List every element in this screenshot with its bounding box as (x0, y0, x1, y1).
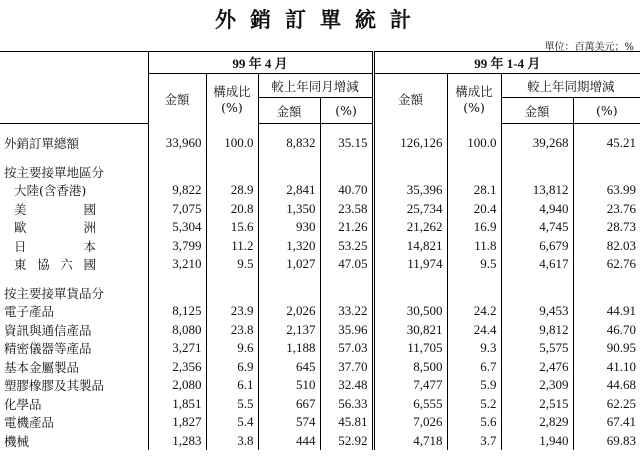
table-cell: 9.5 (206, 255, 258, 274)
table-cell: 67.41 (573, 413, 640, 432)
table-cell: 5.9 (447, 376, 501, 395)
region-row (0, 255, 640, 274)
table-cell: 1,827 (148, 413, 206, 432)
table-cell: 82.03 (573, 237, 640, 256)
table-cell: 62.25 (573, 395, 640, 414)
row-label: 歐洲 (14, 220, 96, 236)
table-cell: 2,080 (148, 376, 206, 395)
table-cell: 9.3 (447, 339, 501, 358)
table-cell: 32.48 (320, 376, 373, 395)
header-amount-cumulative: 金額 (373, 74, 447, 124)
region-row (0, 218, 640, 237)
row-label: 精密儀器等產品 (4, 341, 92, 357)
header-amount: 金額 (148, 74, 206, 124)
table-cell: 11,974 (373, 255, 447, 274)
table-cell: 5.2 (447, 395, 501, 414)
table-cell: 6.7 (447, 358, 501, 377)
table-cell: 9,822 (148, 181, 206, 200)
row-label: 電機產品 (4, 415, 55, 431)
table-cell: 1,283 (148, 432, 206, 451)
table-cell: 35.96 (320, 321, 373, 340)
table-cell: 8,125 (148, 302, 206, 321)
header-share-cumulative: 構成比 (%) (447, 74, 501, 124)
goods-row (0, 302, 640, 321)
table-cell: 30,500 (373, 302, 447, 321)
table-cell: 24.4 (447, 321, 501, 340)
header-period-cumulative: 99 年 1-4 月 (373, 52, 640, 74)
goods-row (0, 432, 640, 451)
table-cell: 46.70 (573, 321, 640, 340)
table-cell: 1,027 (258, 255, 320, 274)
section-label: 按主要接單貨品分 (4, 285, 105, 301)
table-cell: 645 (258, 358, 320, 377)
table-cell: 16.9 (447, 218, 501, 237)
table-cell: 9.5 (447, 255, 501, 274)
table-body (0, 124, 640, 451)
header-sub-amount-cumulative: 金額 (501, 98, 573, 124)
table-cell: 23.8 (206, 321, 258, 340)
page-title: 外銷訂單統計 (215, 7, 425, 32)
table-cell: 30,821 (373, 321, 447, 340)
region-row (0, 200, 640, 219)
table-cell: 33,960 (148, 134, 206, 153)
header-period-month: 99 年 4 月 (148, 52, 373, 74)
header-sub-pct: (%) (320, 98, 373, 124)
row-label: 美國 (14, 201, 96, 217)
table-cell: 9,812 (501, 321, 573, 340)
table-cell: 11.2 (206, 237, 258, 256)
table-cell: 52.92 (320, 432, 373, 451)
table-cell: 6.1 (206, 376, 258, 395)
table-cell: 8,832 (258, 134, 320, 153)
table-cell: 56.33 (320, 395, 373, 414)
table-cell: 100.0 (206, 134, 258, 153)
row-label: 大陸(含香港) (14, 183, 87, 199)
table-cell: 1,940 (501, 432, 573, 451)
table-cell: 24.2 (447, 302, 501, 321)
table-cell: 63.99 (573, 181, 640, 200)
table-cell: 3.7 (447, 432, 501, 451)
table-cell: 45.81 (320, 413, 373, 432)
table-cell: 1,851 (148, 395, 206, 414)
table-cell: 23.76 (573, 200, 640, 219)
table-cell: 13,812 (501, 181, 573, 200)
region-section-header (0, 163, 640, 182)
header-sub-amount: 金額 (258, 98, 320, 124)
row-label: 塑膠橡膠及其製品 (4, 378, 105, 394)
table-cell: 444 (258, 432, 320, 451)
table-cell: 5.6 (447, 413, 501, 432)
region-row (0, 181, 640, 200)
table-cell: 2,829 (501, 413, 573, 432)
section-label: 按主要接單地區分 (4, 164, 105, 180)
table-cell: 35.15 (320, 134, 373, 153)
table-cell: 7,026 (373, 413, 447, 432)
table-cell: 8,500 (373, 358, 447, 377)
row-label: 機械 (4, 433, 30, 449)
table-cell: 9.6 (206, 339, 258, 358)
table-cell: 62.76 (573, 255, 640, 274)
header-sub-pct-cumulative: (%) (573, 98, 640, 124)
table-cell: 3,799 (148, 237, 206, 256)
goods-row (0, 339, 640, 358)
table-cell: 44.68 (573, 376, 640, 395)
table-cell: 4,745 (501, 218, 573, 237)
table-cell: 21,262 (373, 218, 447, 237)
row-label: 基本金屬製品 (4, 359, 80, 375)
goods-section-header (0, 284, 640, 303)
goods-row (0, 321, 640, 340)
goods-row (0, 376, 640, 395)
goods-row (0, 413, 640, 432)
row-label: 資訊與通信產品 (4, 322, 92, 338)
table-cell: 1,320 (258, 237, 320, 256)
table-cell: 5,575 (501, 339, 573, 358)
table-cell: 44.91 (573, 302, 640, 321)
table-cell: 45.21 (573, 134, 640, 153)
table-cell: 6.9 (206, 358, 258, 377)
row-label: 外銷訂單總額 (4, 136, 80, 152)
table-cell: 2,137 (258, 321, 320, 340)
table-cell: 2,515 (501, 395, 573, 414)
table-cell: 37.70 (320, 358, 373, 377)
table-cell: 5,304 (148, 218, 206, 237)
table-cell: 40.70 (320, 181, 373, 200)
table-cell: 7,075 (148, 200, 206, 219)
table-cell: 25,734 (373, 200, 447, 219)
table-cell: 3,271 (148, 339, 206, 358)
header-corner (0, 52, 148, 74)
table-cell: 33.22 (320, 302, 373, 321)
header-yoy-period: 較上年同期增減 (501, 74, 640, 98)
row-label: 化學品 (4, 396, 42, 412)
export-orders-table (0, 51, 640, 450)
table-cell: 126,126 (373, 134, 447, 153)
row-label: 日本 (14, 238, 96, 254)
table-cell: 35,396 (373, 181, 447, 200)
table-cell: 2,841 (258, 181, 320, 200)
table-cell: 15.6 (206, 218, 258, 237)
table-cell: 510 (258, 376, 320, 395)
table-cell: 47.05 (320, 255, 373, 274)
table-cell: 11,705 (373, 339, 447, 358)
table-cell: 2,309 (501, 376, 573, 395)
table-cell: 20.4 (447, 200, 501, 219)
table-cell: 930 (258, 218, 320, 237)
table-cell: 3,210 (148, 255, 206, 274)
goods-row (0, 395, 640, 414)
table-cell: 4,718 (373, 432, 447, 451)
table-cell: 5.5 (206, 395, 258, 414)
table-cell: 90.95 (573, 339, 640, 358)
header-yoy-month: 較上年同月增減 (258, 74, 373, 98)
table-cell: 4,617 (501, 255, 573, 274)
table-cell: 2,356 (148, 358, 206, 377)
table-cell: 9,453 (501, 302, 573, 321)
table-cell: 2,476 (501, 358, 573, 377)
table-cell: 6,555 (373, 395, 447, 414)
table-header (0, 52, 640, 124)
table-cell: 28.73 (573, 218, 640, 237)
table-cell: 1,188 (258, 339, 320, 358)
table-cell: 23.9 (206, 302, 258, 321)
table-cell: 53.25 (320, 237, 373, 256)
row-label: 東協六國 (14, 257, 96, 273)
table-cell: 23.58 (320, 200, 373, 219)
table-cell: 57.03 (320, 339, 373, 358)
goods-row (0, 358, 640, 377)
table-cell: 100.0 (447, 134, 501, 153)
unit-note: 單位：百萬美元；% (544, 42, 634, 53)
table-cell: 41.10 (573, 358, 640, 377)
table-cell: 574 (258, 413, 320, 432)
table-cell: 14,821 (373, 237, 447, 256)
table-cell: 8,080 (148, 321, 206, 340)
table-cell: 39,268 (501, 134, 573, 153)
table-cell: 6,679 (501, 237, 573, 256)
header-share: 構成比 (%) (206, 74, 258, 124)
table-cell: 28.1 (447, 181, 501, 200)
table-cell: 69.83 (573, 432, 640, 451)
table-cell: 3.8 (206, 432, 258, 451)
table-cell: 5.4 (206, 413, 258, 432)
region-row (0, 237, 640, 256)
table-cell: 20.8 (206, 200, 258, 219)
table-cell: 21.26 (320, 218, 373, 237)
table-cell: 1,350 (258, 200, 320, 219)
table-cell: 7,477 (373, 376, 447, 395)
table-cell: 667 (258, 395, 320, 414)
row-label: 電子產品 (4, 304, 55, 320)
table-cell: 28.9 (206, 181, 258, 200)
table-cell: 2,026 (258, 302, 320, 321)
table-cell: 4,940 (501, 200, 573, 219)
total-row (0, 134, 640, 153)
table-cell: 11.8 (447, 237, 501, 256)
